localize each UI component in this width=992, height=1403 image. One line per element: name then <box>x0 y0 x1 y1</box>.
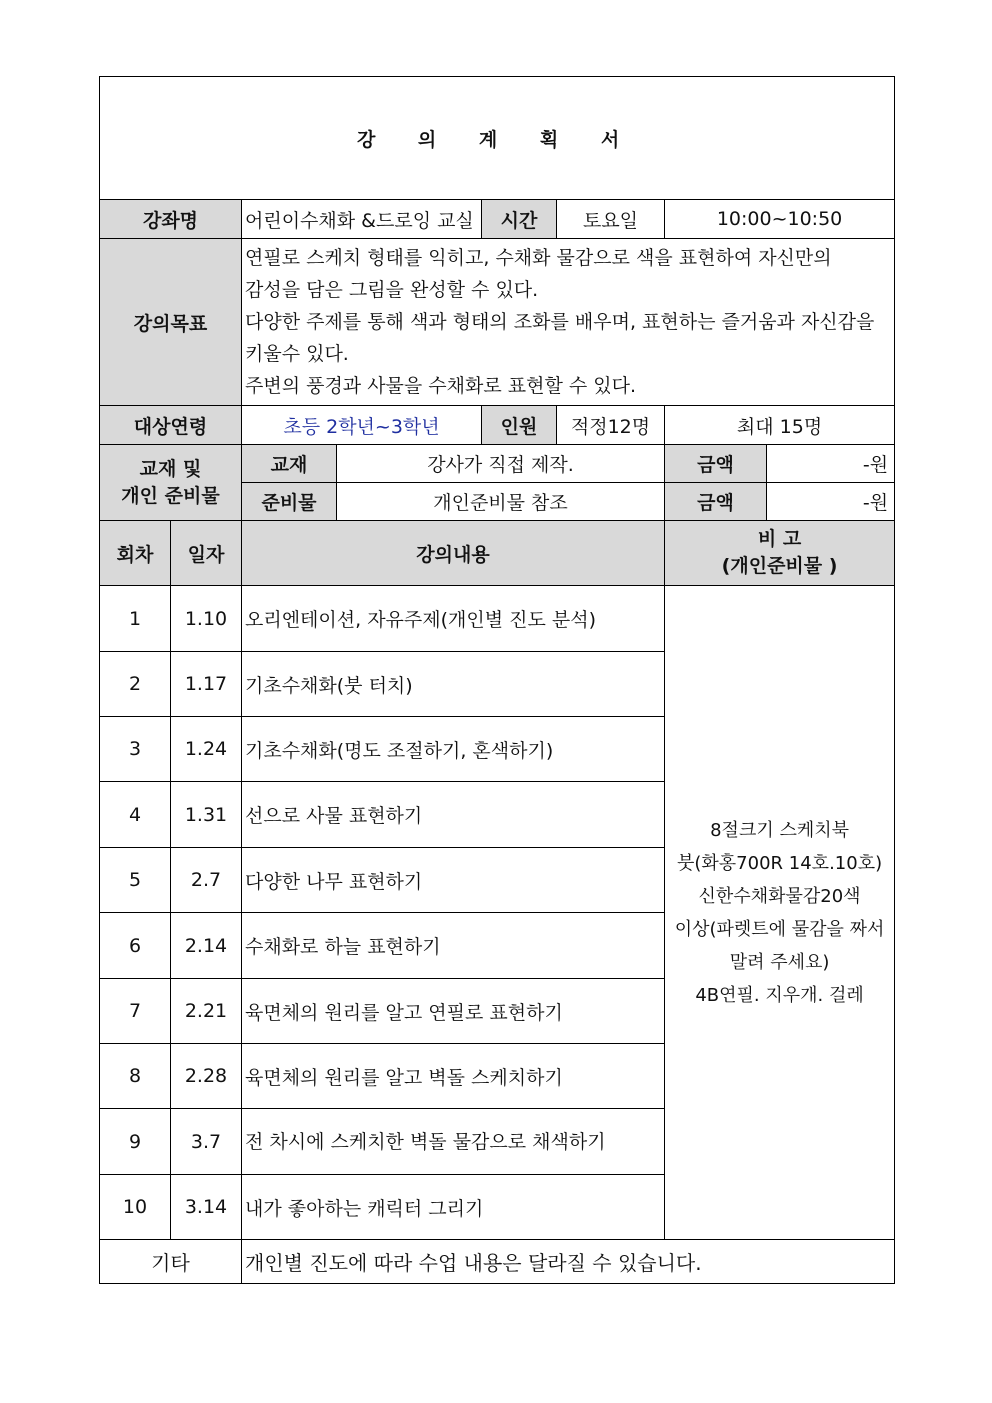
notes-header <box>665 521 895 586</box>
session-content: 전 차시에 스케치한 벽돌 물감으로 채색하기 <box>242 1109 665 1175</box>
notes-header-line: 비 고 <box>757 528 802 550</box>
session-date: 1.31 <box>171 782 242 848</box>
session-number: 9 <box>100 1109 171 1175</box>
session-date: 2.28 <box>171 1044 242 1109</box>
supplies-label: 준비물 <box>242 483 337 521</box>
lecture-plan-table <box>99 76 895 1284</box>
supplies-notes <box>665 586 895 1240</box>
note-line: 8절크기 스케치북 <box>710 819 849 841</box>
goal-line: 연필로 스케치 형태를 익히고, 수채화 물감으로 색을 표현하여 자신만의 <box>245 247 832 269</box>
capacity-recommended: 적정12명 <box>557 406 665 445</box>
session-content: 오리엔테이션, 자유주제(개인별 진도 분석) <box>242 586 665 652</box>
notes-header-line: (개인준비물 ) <box>721 555 838 577</box>
supplies-value: 개인준비물 참조 <box>337 483 665 521</box>
course-name-label: 강좌명 <box>100 200 242 239</box>
goal-line: 감성을 담은 그림을 완성할 수 있다. <box>245 279 539 301</box>
session-content: 내가 좋아하는 캐릭터 그리기 <box>242 1175 665 1240</box>
goals-text <box>242 239 895 406</box>
session-content: 기초수채화(명도 조절하기, 혼색하기) <box>242 717 665 782</box>
note-line: 붓(화홍700R 14호.10호) <box>677 852 883 874</box>
goal-line: 다양한 주제를 통해 색과 형태의 조화를 배우며, 표현하는 즐거움과 자신감을 <box>245 311 875 333</box>
textbook-price: -원 <box>767 445 895 483</box>
day-value: 토요일 <box>557 200 665 239</box>
session-date: 2.7 <box>171 848 242 913</box>
capacity-max: 최대 15명 <box>665 406 895 445</box>
note-line: 말려 주세요) <box>729 951 830 973</box>
note-line: 4B연필. 지우개. 걸레 <box>695 984 864 1006</box>
session-number: 4 <box>100 782 171 848</box>
textbook-price-label: 금액 <box>665 445 767 483</box>
session-content: 육면체의 원리를 알고 벽돌 스케치하기 <box>242 1044 665 1109</box>
session-content: 수채화로 하늘 표현하기 <box>242 913 665 979</box>
course-name-value: 어린이수채화 &드로잉 교실 <box>242 200 482 239</box>
session-content: 다양한 나무 표현하기 <box>242 848 665 913</box>
etc-value: 개인별 진도에 따라 수업 내용은 달라질 수 있습니다. <box>242 1240 895 1284</box>
materials-label <box>100 445 242 521</box>
session-date: 2.21 <box>171 979 242 1044</box>
session-date: 3.7 <box>171 1109 242 1175</box>
materials-label-line: 개인 준비물 <box>121 484 220 507</box>
goals-label: 강의목표 <box>100 239 242 406</box>
session-date: 1.10 <box>171 586 242 652</box>
session-number: 10 <box>100 1175 171 1240</box>
session-date: 2.14 <box>171 913 242 979</box>
session-number: 7 <box>100 979 171 1044</box>
session-number: 8 <box>100 1044 171 1109</box>
target-age-label: 대상연령 <box>100 406 242 445</box>
note-line: 이상(파렛트에 물감을 짜서 <box>674 918 885 940</box>
supplies-price: -원 <box>767 483 895 521</box>
session-header: 회차 <box>100 521 171 586</box>
session-date: 1.24 <box>171 717 242 782</box>
page-title: 강 의 계 획 서 <box>100 77 895 200</box>
session-content: 선으로 사물 표현하기 <box>242 782 665 848</box>
etc-label: 기타 <box>100 1240 242 1284</box>
date-header: 일자 <box>171 521 242 586</box>
session-date: 3.14 <box>171 1175 242 1240</box>
goal-line: 주변의 풍경과 사물을 수채화로 표현할 수 있다. <box>245 375 637 397</box>
textbook-label: 교재 <box>242 445 337 483</box>
hours-value: 10:00~10:50 <box>665 200 895 239</box>
textbook-value: 강사가 직접 제작. <box>337 445 665 483</box>
capacity-label: 인원 <box>482 406 557 445</box>
content-header: 강의내용 <box>242 521 665 586</box>
session-number: 1 <box>100 586 171 652</box>
session-content: 기초수채화(붓 터치) <box>242 652 665 717</box>
session-number: 2 <box>100 652 171 717</box>
session-date: 1.17 <box>171 652 242 717</box>
session-number: 5 <box>100 848 171 913</box>
goal-line: 키울수 있다. <box>245 343 349 365</box>
time-label: 시간 <box>482 200 557 239</box>
target-age-value: 초등 2학년~3학년 <box>242 406 482 445</box>
session-content: 육면체의 원리를 알고 연필로 표현하기 <box>242 979 665 1044</box>
supplies-price-label: 금액 <box>665 483 767 521</box>
session-number: 3 <box>100 717 171 782</box>
session-number: 6 <box>100 913 171 979</box>
note-line: 신한수채화물감20색 <box>698 885 861 907</box>
materials-label-line: 교재 및 <box>139 457 202 480</box>
